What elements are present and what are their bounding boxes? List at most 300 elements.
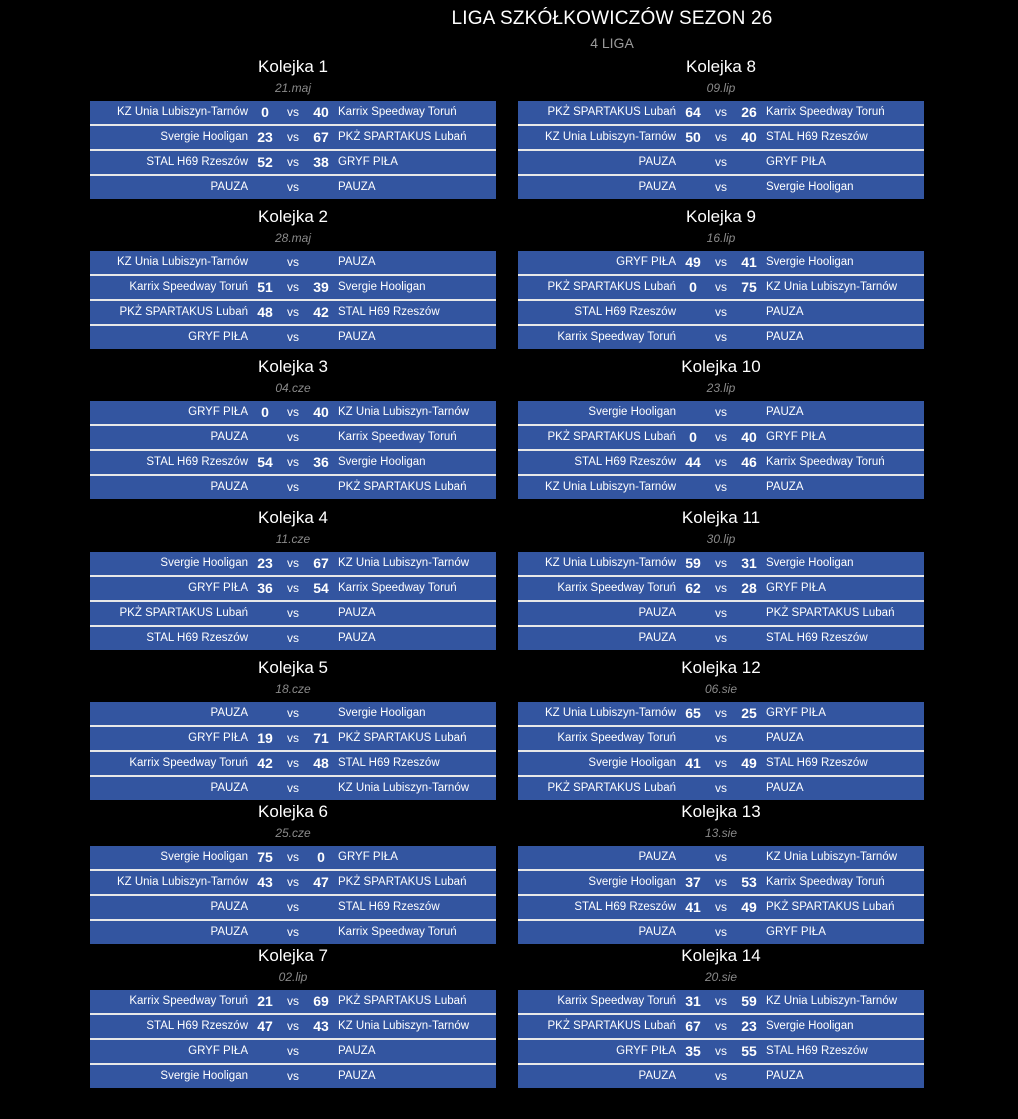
match-list: [518, 990, 924, 1088]
vs-label: vs: [715, 900, 727, 914]
home-team: KZ Unia Lubiszyn-Tarnów: [544, 131, 676, 143]
home-team: KZ Unia Lubiszyn-Tarnów: [116, 106, 248, 118]
away-team: KZ Unia Lubiszyn-Tarnów: [766, 995, 898, 1007]
match-list: [518, 552, 924, 650]
away-team: PKŻ SPARTAKUS Lubań: [766, 607, 895, 619]
vs-label: vs: [287, 850, 299, 864]
match-row: [518, 426, 924, 451]
match-row: [90, 577, 496, 602]
home-team: PAUZA: [210, 481, 248, 493]
away-team: GRYF PIŁA: [338, 156, 398, 168]
match-list: [518, 846, 924, 944]
away-team: Svergie Hooligan: [766, 256, 854, 268]
away-score: 25: [741, 705, 757, 721]
vs-label: vs: [715, 255, 727, 269]
away-score: 54: [313, 580, 329, 596]
home-team: Svergie Hooligan: [160, 557, 248, 569]
away-team: PAUZA: [766, 406, 804, 418]
round-date: 02.lip: [278, 970, 308, 984]
away-team: PAUZA: [338, 632, 376, 644]
match-row: [90, 627, 496, 650]
round-date: 16.lip: [706, 231, 736, 245]
vs-label: vs: [287, 606, 299, 620]
vs-label: vs: [287, 1069, 299, 1083]
match-row: [90, 476, 496, 499]
home-team: PAUZA: [210, 782, 248, 794]
round-title: Kolejka 1: [258, 57, 328, 76]
vs-label: vs: [715, 155, 727, 169]
home-score: 52: [257, 154, 273, 170]
away-score: 28: [741, 580, 757, 596]
away-team: KZ Unia Lubiszyn-Tarnów: [338, 782, 470, 794]
home-team: PKŻ SPARTAKUS Lubań: [547, 106, 676, 118]
vs-label: vs: [715, 330, 727, 344]
vs-label: vs: [715, 280, 727, 294]
home-team: STAL H69 Rzeszów: [146, 1020, 248, 1032]
home-score: 49: [685, 254, 701, 270]
away-score: 40: [313, 404, 329, 420]
away-score: 40: [741, 429, 757, 445]
vs-label: vs: [287, 155, 299, 169]
vs-label: vs: [715, 180, 727, 194]
round-date: 25.cze: [275, 826, 311, 840]
away-team: STAL H69 Rzeszów: [338, 901, 440, 913]
vs-label: vs: [715, 105, 727, 119]
home-team: Karrix Speedway Toruń: [557, 732, 676, 744]
home-team: PKŻ SPARTAKUS Lubań: [547, 1020, 676, 1032]
match-row: [518, 1015, 924, 1040]
home-team: STAL H69 Rzeszów: [574, 901, 676, 913]
round-title: Kolejka 2: [258, 207, 328, 226]
vs-label: vs: [287, 180, 299, 194]
match-row: [518, 921, 924, 944]
vs-label: vs: [287, 255, 299, 269]
match-list: [518, 401, 924, 499]
vs-label: vs: [715, 581, 727, 595]
vs-label: vs: [287, 130, 299, 144]
away-team: Svergie Hooligan: [338, 456, 426, 468]
round-date: 04.cze: [275, 381, 311, 395]
home-score: 54: [257, 454, 273, 470]
round-date: 23.lip: [706, 381, 736, 395]
vs-label: vs: [715, 706, 727, 720]
match-row: [518, 702, 924, 727]
home-score: 50: [685, 129, 701, 145]
home-team: KZ Unia Lubiszyn-Tarnów: [544, 707, 676, 719]
away-team: KZ Unia Lubiszyn-Tarnów: [766, 851, 898, 863]
match-row: [90, 602, 496, 627]
away-team: PAUZA: [338, 607, 376, 619]
vs-label: vs: [287, 305, 299, 319]
home-team: Svergie Hooligan: [588, 406, 676, 418]
home-team: Svergie Hooligan: [160, 1070, 248, 1082]
home-team: Svergie Hooligan: [160, 131, 248, 143]
away-team: PKŻ SPARTAKUS Lubań: [338, 481, 467, 493]
round-title: Kolejka 14: [681, 946, 761, 965]
home-score: 0: [689, 279, 697, 295]
vs-label: vs: [287, 781, 299, 795]
vs-label: vs: [715, 631, 727, 645]
vs-label: vs: [287, 430, 299, 444]
home-team: PAUZA: [210, 901, 248, 913]
home-team: GRYF PIŁA: [188, 331, 248, 343]
home-team: PAUZA: [638, 926, 676, 938]
home-score: 31: [685, 993, 701, 1009]
home-team: PAUZA: [638, 156, 676, 168]
vs-label: vs: [715, 606, 727, 620]
away-team: Karrix Speedway Toruń: [338, 106, 457, 118]
away-score: 26: [741, 104, 757, 120]
round-title: Kolejka 7: [258, 946, 328, 965]
away-score: 43: [313, 1018, 329, 1034]
home-team: GRYF PIŁA: [616, 256, 676, 268]
match-row: [518, 301, 924, 326]
away-team: PKŻ SPARTAKUS Lubań: [338, 732, 467, 744]
vs-label: vs: [287, 900, 299, 914]
home-score: 65: [685, 705, 701, 721]
vs-label: vs: [287, 330, 299, 344]
match-row: [90, 752, 496, 777]
away-team: Karrix Speedway Toruń: [338, 431, 457, 443]
home-score: 43: [257, 874, 273, 890]
match-row: [90, 552, 496, 577]
home-score: 44: [685, 454, 701, 470]
match-row: [518, 151, 924, 176]
vs-label: vs: [287, 280, 299, 294]
match-row: [518, 101, 924, 126]
home-team: Karrix Speedway Toruń: [129, 995, 248, 1007]
home-team: PAUZA: [210, 431, 248, 443]
away-score: 23: [741, 1018, 757, 1034]
away-team: GRYF PIŁA: [766, 431, 826, 443]
away-team: STAL H69 Rzeszów: [338, 306, 440, 318]
home-team: STAL H69 Rzeszów: [146, 156, 248, 168]
vs-label: vs: [287, 1044, 299, 1058]
home-score: 0: [689, 429, 697, 445]
away-score: 39: [313, 279, 329, 295]
home-team: KZ Unia Lubiszyn-Tarnów: [116, 256, 248, 268]
home-team: Svergie Hooligan: [160, 851, 248, 863]
home-team: GRYF PIŁA: [188, 732, 248, 744]
match-row: [90, 921, 496, 944]
round-title: Kolejka 5: [258, 658, 328, 677]
match-row: [90, 101, 496, 126]
away-score: 59: [741, 993, 757, 1009]
home-score: 0: [261, 104, 269, 120]
home-team: Karrix Speedway Toruń: [129, 281, 248, 293]
round-title: Kolejka 4: [258, 508, 328, 527]
round-date: 13.sie: [704, 826, 738, 840]
home-team: PAUZA: [638, 181, 676, 193]
away-team: GRYF PIŁA: [766, 582, 826, 594]
away-team: PKŻ SPARTAKUS Lubań: [338, 995, 467, 1007]
match-list: [518, 702, 924, 800]
home-team: PKŻ SPARTAKUS Lubań: [119, 607, 248, 619]
away-score: 41: [741, 254, 757, 270]
vs-label: vs: [287, 756, 299, 770]
away-team: KZ Unia Lubiszyn-Tarnów: [338, 406, 470, 418]
home-score: 0: [261, 404, 269, 420]
round-date: 21.maj: [274, 81, 312, 95]
away-team: PAUZA: [338, 256, 376, 268]
match-row: [90, 151, 496, 176]
home-team: Karrix Speedway Toruń: [557, 331, 676, 343]
match-row: [518, 451, 924, 476]
away-team: PAUZA: [766, 306, 804, 318]
away-team: STAL H69 Rzeszów: [338, 757, 440, 769]
match-row: [518, 727, 924, 752]
match-row: [518, 126, 924, 151]
match-row: [518, 251, 924, 276]
match-row: [518, 627, 924, 650]
vs-label: vs: [287, 405, 299, 419]
match-row: [518, 777, 924, 800]
away-team: GRYF PIŁA: [766, 926, 826, 938]
home-team: GRYF PIŁA: [188, 406, 248, 418]
match-list: [90, 251, 496, 349]
home-team: GRYF PIŁA: [188, 1045, 248, 1057]
match-row: [90, 301, 496, 326]
home-score: 59: [685, 555, 701, 571]
match-row: [518, 1040, 924, 1065]
vs-label: vs: [715, 556, 727, 570]
vs-label: vs: [715, 430, 727, 444]
away-score: 38: [313, 154, 329, 170]
away-team: KZ Unia Lubiszyn-Tarnów: [338, 1020, 470, 1032]
away-team: STAL H69 Rzeszów: [766, 757, 868, 769]
vs-label: vs: [287, 455, 299, 469]
home-team: Svergie Hooligan: [588, 876, 676, 888]
round-date: 20.sie: [704, 970, 738, 984]
match-row: [90, 126, 496, 151]
home-score: 75: [257, 849, 273, 865]
away-team: Karrix Speedway Toruń: [766, 456, 885, 468]
vs-label: vs: [715, 305, 727, 319]
match-row: [518, 1065, 924, 1088]
league-subtitle: 4 LIGA: [590, 35, 634, 51]
match-row: [518, 896, 924, 921]
home-team: KZ Unia Lubiszyn-Tarnów: [116, 876, 248, 888]
away-team: PAUZA: [338, 1045, 376, 1057]
vs-label: vs: [715, 480, 727, 494]
home-score: 47: [257, 1018, 273, 1034]
away-team: Karrix Speedway Toruń: [766, 106, 885, 118]
vs-label: vs: [287, 925, 299, 939]
match-row: [90, 326, 496, 349]
home-team: Svergie Hooligan: [588, 757, 676, 769]
round-title: Kolejka 9: [686, 207, 756, 226]
away-score: 75: [741, 279, 757, 295]
home-team: STAL H69 Rzeszów: [146, 632, 248, 644]
match-row: [90, 702, 496, 727]
home-score: 48: [257, 304, 273, 320]
away-score: 67: [313, 129, 329, 145]
away-team: Karrix Speedway Toruń: [766, 876, 885, 888]
away-score: 55: [741, 1043, 757, 1059]
home-team: PAUZA: [638, 632, 676, 644]
match-row: [90, 990, 496, 1015]
match-row: [518, 752, 924, 777]
page-title: LIGA SZKÓŁKOWICZÓW SEZON 26: [451, 8, 773, 29]
match-row: [90, 276, 496, 301]
away-team: Karrix Speedway Toruń: [338, 926, 457, 938]
away-score: 67: [313, 555, 329, 571]
match-list: [90, 702, 496, 800]
vs-label: vs: [287, 556, 299, 570]
away-score: 69: [313, 993, 329, 1009]
away-team: PAUZA: [338, 331, 376, 343]
match-row: [518, 176, 924, 199]
home-score: 64: [685, 104, 701, 120]
home-score: 23: [257, 129, 273, 145]
away-team: PAUZA: [766, 732, 804, 744]
match-row: [518, 326, 924, 349]
vs-label: vs: [287, 105, 299, 119]
match-row: [518, 846, 924, 871]
home-score: 19: [257, 730, 273, 746]
match-row: [518, 476, 924, 499]
away-team: GRYF PIŁA: [766, 707, 826, 719]
home-score: 23: [257, 555, 273, 571]
away-team: GRYF PIŁA: [766, 156, 826, 168]
away-team: STAL H69 Rzeszów: [766, 1045, 868, 1057]
away-score: 49: [741, 899, 757, 915]
match-row: [518, 602, 924, 627]
round-date: 30.lip: [706, 532, 736, 546]
match-row: [518, 401, 924, 426]
home-score: 51: [257, 279, 273, 295]
home-score: 41: [685, 755, 701, 771]
away-score: 47: [313, 874, 329, 890]
home-team: PKŻ SPARTAKUS Lubań: [547, 431, 676, 443]
home-team: STAL H69 Rzeszów: [574, 306, 676, 318]
away-team: Svergie Hooligan: [338, 281, 426, 293]
match-row: [90, 871, 496, 896]
away-team: PKŻ SPARTAKUS Lubań: [338, 876, 467, 888]
match-list: [518, 101, 924, 199]
vs-label: vs: [715, 994, 727, 1008]
round-title: Kolejka 10: [681, 357, 761, 376]
home-score: 21: [257, 993, 273, 1009]
away-team: STAL H69 Rzeszów: [766, 131, 868, 143]
away-team: KZ Unia Lubiszyn-Tarnów: [338, 557, 470, 569]
match-row: [90, 176, 496, 199]
away-team: PAUZA: [766, 481, 804, 493]
vs-label: vs: [287, 875, 299, 889]
away-score: 0: [317, 849, 325, 865]
match-list: [90, 401, 496, 499]
vs-label: vs: [715, 1069, 727, 1083]
home-score: 67: [685, 1018, 701, 1034]
away-team: Svergie Hooligan: [338, 707, 426, 719]
vs-label: vs: [715, 455, 727, 469]
home-score: 35: [685, 1043, 701, 1059]
match-row: [518, 552, 924, 577]
vs-label: vs: [715, 925, 727, 939]
match-row: [518, 276, 924, 301]
home-team: Karrix Speedway Toruń: [557, 582, 676, 594]
round-date: 09.lip: [706, 81, 736, 95]
round-title: Kolejka 6: [258, 802, 328, 821]
away-team: Svergie Hooligan: [766, 557, 854, 569]
match-list: [518, 251, 924, 349]
home-team: STAL H69 Rzeszów: [146, 456, 248, 468]
home-team: PAUZA: [638, 851, 676, 863]
match-list: [90, 846, 496, 944]
home-score: 36: [257, 580, 273, 596]
round-date: 28.maj: [274, 231, 312, 245]
home-team: GRYF PIŁA: [188, 582, 248, 594]
away-team: KZ Unia Lubiszyn-Tarnów: [766, 281, 898, 293]
round-title: Kolejka 13: [681, 802, 761, 821]
home-score: 41: [685, 899, 701, 915]
vs-label: vs: [287, 994, 299, 1008]
away-team: PAUZA: [766, 782, 804, 794]
home-team: PKŻ SPARTAKUS Lubań: [547, 281, 676, 293]
vs-label: vs: [715, 875, 727, 889]
vs-label: vs: [715, 130, 727, 144]
vs-label: vs: [715, 756, 727, 770]
match-row: [518, 990, 924, 1015]
vs-label: vs: [715, 731, 727, 745]
away-score: 53: [741, 874, 757, 890]
match-list: [90, 990, 496, 1088]
home-team: PKŻ SPARTAKUS Lubań: [119, 306, 248, 318]
match-row: [90, 846, 496, 871]
round-date: 18.cze: [275, 682, 311, 696]
home-score: 37: [685, 874, 701, 890]
vs-label: vs: [715, 1044, 727, 1058]
home-team: Karrix Speedway Toruń: [557, 995, 676, 1007]
vs-label: vs: [715, 850, 727, 864]
vs-label: vs: [287, 706, 299, 720]
match-row: [90, 1040, 496, 1065]
round-title: Kolejka 3: [258, 357, 328, 376]
match-list: [90, 101, 496, 199]
away-score: 48: [313, 755, 329, 771]
away-team: PAUZA: [766, 331, 804, 343]
vs-label: vs: [287, 631, 299, 645]
away-team: Svergie Hooligan: [766, 181, 854, 193]
away-team: PAUZA: [338, 1070, 376, 1082]
match-row: [90, 1015, 496, 1040]
away-score: 31: [741, 555, 757, 571]
match-row: [90, 251, 496, 276]
vs-label: vs: [287, 581, 299, 595]
match-row: [518, 871, 924, 896]
vs-label: vs: [715, 405, 727, 419]
home-team: PAUZA: [210, 707, 248, 719]
home-team: PKŻ SPARTAKUS Lubań: [547, 782, 676, 794]
match-list: [90, 552, 496, 650]
vs-label: vs: [287, 480, 299, 494]
away-score: 36: [313, 454, 329, 470]
away-team: PKŻ SPARTAKUS Lubań: [338, 131, 467, 143]
match-row: [90, 451, 496, 476]
away-score: 71: [313, 730, 329, 746]
vs-label: vs: [287, 731, 299, 745]
home-team: PAUZA: [638, 1070, 676, 1082]
round-title: Kolejka 11: [681, 508, 761, 527]
home-team: PAUZA: [210, 181, 248, 193]
home-score: 62: [685, 580, 701, 596]
away-score: 46: [741, 454, 757, 470]
away-score: 49: [741, 755, 757, 771]
home-team: GRYF PIŁA: [616, 1045, 676, 1057]
round-title: Kolejka 8: [686, 57, 756, 76]
vs-label: vs: [287, 1019, 299, 1033]
round-title: Kolejka 12: [681, 658, 761, 677]
